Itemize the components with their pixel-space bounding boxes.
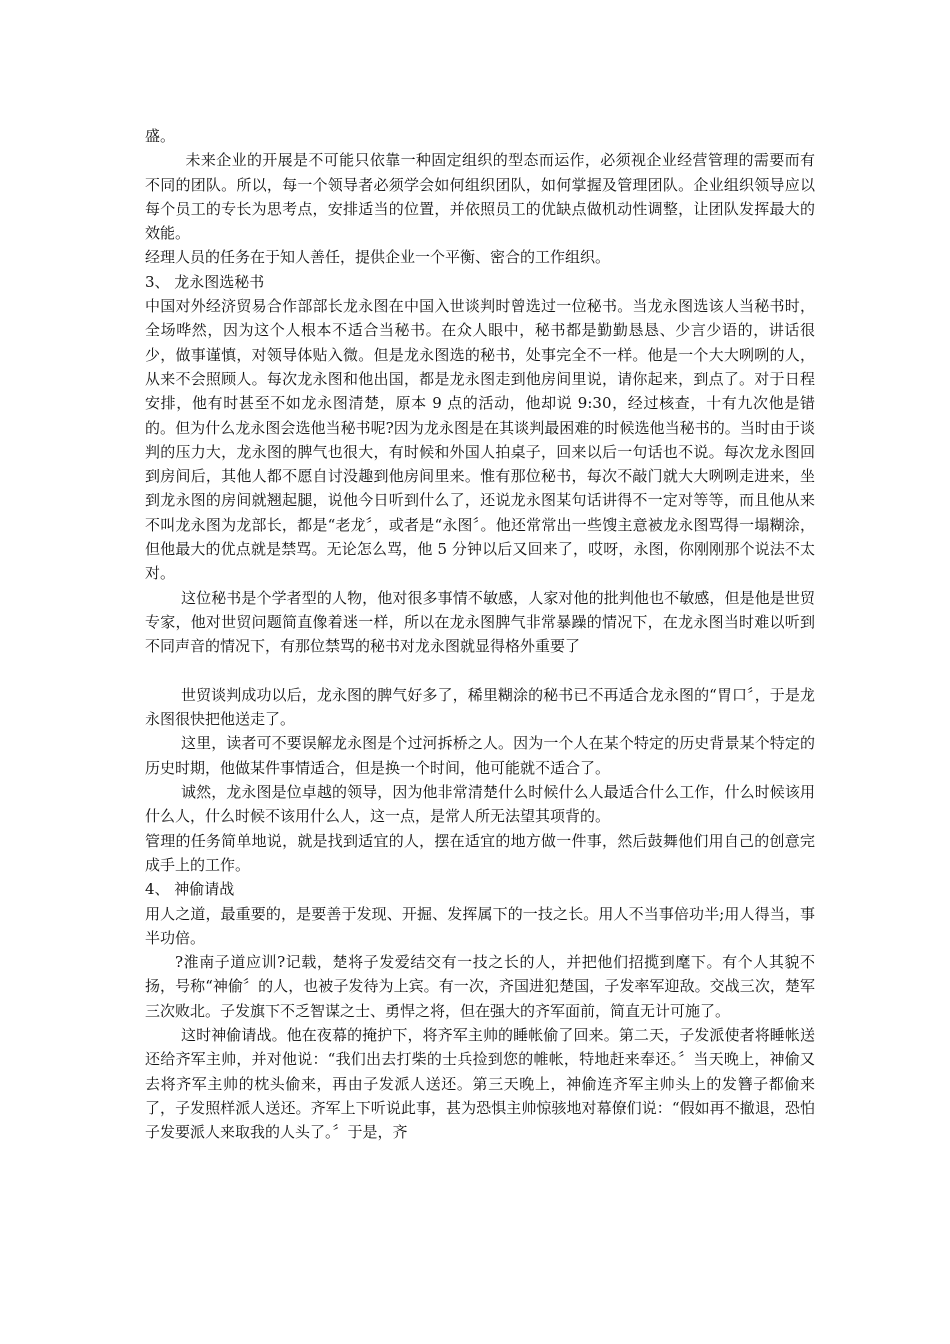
paragraph-future-teams: 未来企业的开展是不可能只依靠一种固定组织的型态而运作，必须视企业经营管理的需要而有不同的团队。所以，每一个领导者必须学会如何组织团队，如何掌握及管理团队。企业组织领导应以每个员工的专长为思考点，安排适当的位置，并依照员工的优缺点做机动性调整，让团队发挥最大的效能。 <box>145 151 815 243</box>
section-heading-4: 4、 神偷请战 <box>145 880 235 899</box>
paragraph-huainanzi: ?淮南子道应训?记载，楚将子发爱结交有一技之长的人，并把他们招揽到麾下。有个人其貌不扬，号称“神偷〞的人，也被子发待为上宾。有一次，齐国进犯楚国，子发率军迎敌。交战三次，楚军三次败北。子发旗下不乏智谋之士、勇悍之将，但在强大的齐军面前，简直无计可施了。 <box>145 953 815 1020</box>
document-page <box>145 124 815 1144</box>
paragraph-after-negotiation: 世贸谈判成功以后，龙永图的脾气好多了，稀里糊涂的秘书已不再适合龙永图的“胃口〞，于是龙永图很快把他送走了。 <box>145 685 815 729</box>
paragraph-manager-task: 经理人员的任务在于知人善任，提供企业一个平衡、密合的工作组织。 <box>145 248 611 267</box>
blank-line <box>145 659 815 683</box>
paragraph-management-summary: 管理的任务简单地说，就是找到适宜的人，摆在适宜的地方做一件事，然后鼓舞他们用自己的创意完成手上的工作。 <box>145 831 815 874</box>
paragraph-leader-praise: 诚然，龙永图是位卓越的领导，因为他非常清楚什么时候什么人最适合什么工作，什么时候该用什么人，什么时候不该用什么人，这一点，是常人所无法望其项背的。 <box>145 783 815 826</box>
paragraph-reader-note: 这里，读者可不要误解龙永图是个过河拆桥之人。因为一个人在某个特定的历史背景某个特定的历史时期，他做某件事情适合，但是换一个时间，他可能就不适合了。 <box>145 734 815 777</box>
paragraph-opening-fragment: 盛。 <box>145 127 176 145</box>
paragraph-talent-usage: 用人之道，最重要的，是要善于发现、开掘、发挥属下的一技之长。用人不当事倍功半;用人得当，事半功倍。 <box>145 904 815 947</box>
paragraph-thief-volunteers: 这时神偷请战。他在夜幕的掩护下，将齐军主帅的睡帐偷了回来。第二天，子发派使者将睡帐送还给齐军主帅，并对他说：“我们出去打柴的士兵捡到您的帷帐，特地赶来奉还。〞当天晚上，神偷又去将齐军主帅的枕头偷来，再由子发派人送还。第三天晚上，神偷连齐军主帅头上的发簪子都偷来了，子发照样派人送还。齐军上下听说此事，甚为恐惧主帅惊骇地对幕僚们说：“假如再不撤退，恐怕子发要派人来取我的人头了。〞于是，齐 <box>145 1025 815 1142</box>
paragraph-scholar-secretary: 这位秘书是个学者型的人物，他对很多事情不敏感，人家对他的批判他也不敏感，但是他是世贸专家，他对世贸问题简直像着迷一样，所以在龙永图脾气非常暴躁的情况下，在龙永图当时难以听到不同声音的情况下，有那位禁骂的秘书对龙永图就显得格外重要了 <box>145 588 815 656</box>
paragraph-secretary-story: 中国对外经济贸易合作部部长龙永图在中国入世谈判时曾选过一位秘书。当龙永图选该人当秘书时，全场哗然，因为这个人根本不适合当秘书。在众人眼中，秘书都是勤勤恳恳、少言少语的，讲话很少，做事谨慎，对领导体贴入微。但是龙永图选的秘书，处事完全不一样。他是一个大大咧咧的人，从来不会照顾人。每次龙永图和他出国，都是龙永图走到他房间里说，请你起来，到点了。对于日程安排，他有时甚至不如龙永图清楚，原本 9 点的活动，他却说 9:30，经过核查，十有九次他是错的。但为什么龙永图会选他当秘书呢?因为龙永图是在其谈判最困难的时候选他当秘书的。当时由于谈判的压力大，龙永图的脾气也很大，有时候和外国人拍桌子，回来以后一句话也不说。每次龙永图回到房间后，其他人都不愿自讨没趣到他房间里来。惟有那位秘书，每次不敲门就大大咧咧走进来，坐到龙永图的房间就翘起腿，说他今日听到什么了，还说龙永图某句话讲得不一定对等等，而且他从来不叫龙永图为龙部长，都是“老龙〞，或者是“永图〞。他还常常出一些馊主意被龙永图骂得一塌糊涂，但他最大的优点就是禁骂。无论怎么骂，他 5 分钟以后又回来了，哎呀，永图，你刚刚那个说法不太对。 <box>145 297 815 583</box>
section-heading-3: 3、 龙永图选秘书 <box>145 272 265 291</box>
